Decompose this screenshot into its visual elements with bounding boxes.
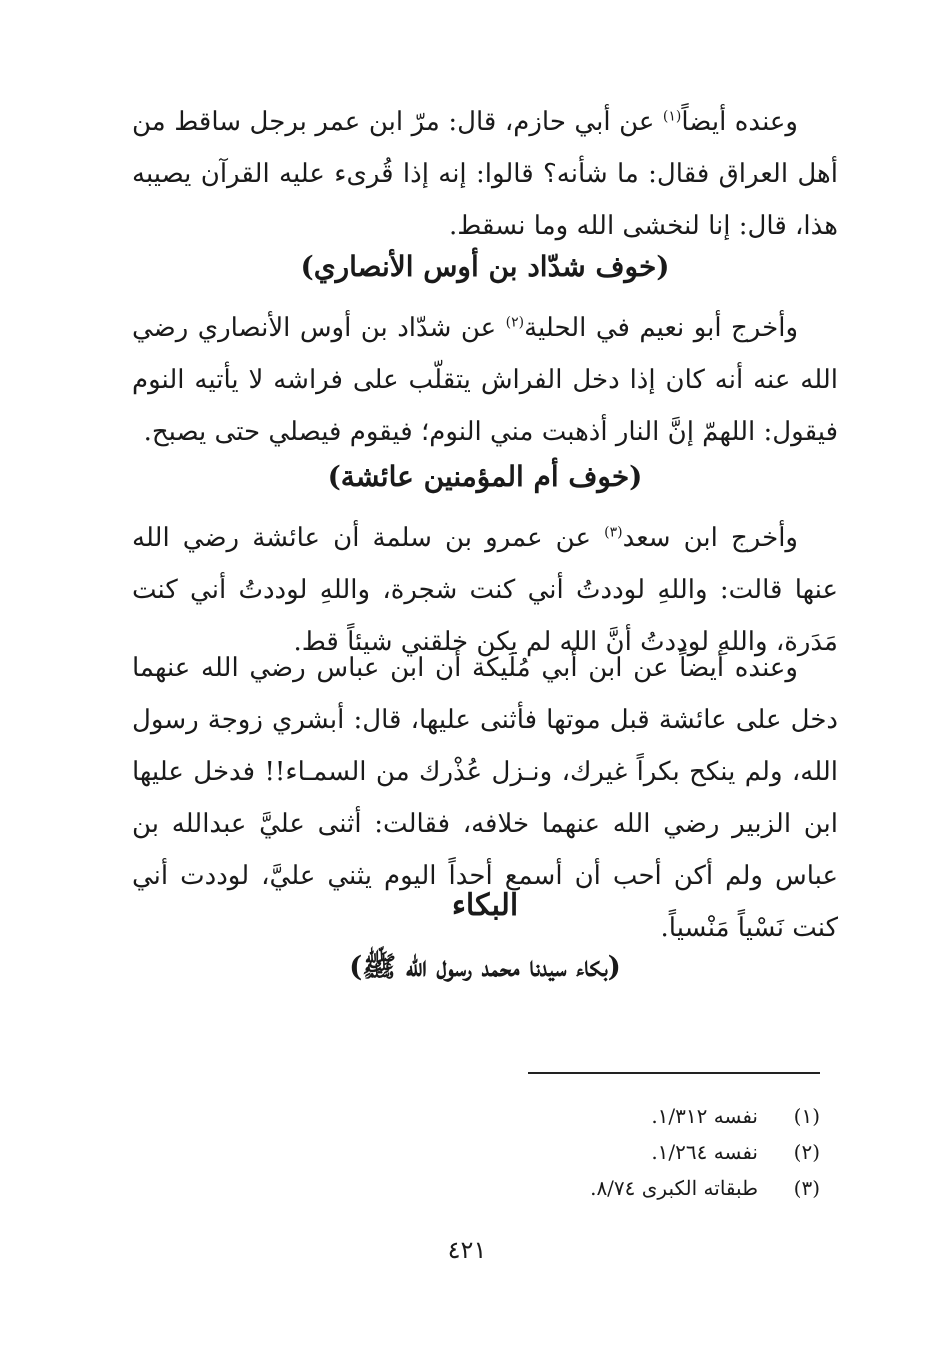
footnote-1: [320, 1098, 820, 1134]
paragraph-4: وعنده أيضاً عن ابن أبي مُلَيكة أن ابن عباس رضي الله عنهما دخل على عائشة قبل موتها فأثنى عليها، قال: أبشري زوجة رسول الله، ولم ينكح بكراً غيرك، ونـزل عُذْرك من السمـاء!! فدخل عليها ابن الزبير رضي الله عنهما خلافه، فقالت: أثنى عليَّ عبدالله بن عباس ولم أكن أحب أن أسمع أحداً اليوم يثني عليَّ، لوددت أني كنت نَسْياً مَنْسياً.: [132, 653, 838, 943]
footnote-number: (١): [793, 1104, 820, 1128]
paragraph-1-text-b: عن أبي حازم، قال: مرّ ابن عمر برجل ساقط من أهل العراق فقال: ما شأنه؟ قالوا: إنه إذا قُرىء عليه القرآن يصيبه هذا، قال: إنا لنخشى الله وما نسقط.: [132, 107, 838, 241]
footnote-text: نفسه ١/٣١٢.: [651, 1104, 758, 1128]
paragraph-2-text-a: وأخرج أبو نعيم في الحلية: [524, 313, 799, 343]
paragraph-3-text-a: وأخرج ابن سعد: [622, 523, 798, 553]
heading-weeping: البكاء: [451, 888, 519, 923]
footnote-number: (٣): [793, 1176, 820, 1200]
footnote-2: [320, 1134, 820, 1170]
footnote-number: (٢): [793, 1140, 820, 1164]
paragraph-2-text-b: عن شدّاد بن أوس الأنصاري رضي الله عنه أنه كان إذا دخل الفراش يتقلّب على فراشه لا يأتيه النوم فيقول: اللهمّ إنَّ النار أذهبت مني النوم؛ فيقوم فيصلي حتى يصبح.: [132, 313, 838, 447]
heading-prophet-weeping: (بكاء سيدنا محمد رسول الله ﷺ): [349, 950, 621, 983]
footnote-3: [320, 1170, 820, 1206]
footnote-ref-1: (١): [662, 108, 682, 125]
footnote-ref-2: (٢): [505, 314, 525, 331]
paragraph-3-text-b: عن عمرو بن سلمة أن عائشة رضي الله عنها قالت: واللهِ لوددتُ أني كنت شجرة، واللهِ لوددتُ أني كنت مَدَرة، واللهِ لوددتُ أنَّ الله لم يكن خلقني شيئاً قط.: [132, 523, 839, 657]
heading-aisha-fear: (خوف أم المؤمنين عائشة): [327, 460, 643, 493]
heading-shaddad-fear: (خوف شدّاد بن أوس الأنصاري): [300, 250, 670, 283]
footnote-separator: [528, 1072, 820, 1074]
footnote-text: طبقاته الكبرى ٨/٧٤.: [590, 1176, 758, 1200]
page-number: ٤٢١: [447, 1236, 487, 1264]
footnote-ref-3: (٣): [604, 524, 623, 541]
paragraph-1-text-a: وعنده أيضاً: [681, 107, 798, 137]
paragraph-1: [132, 96, 838, 252]
footnote-text: نفسه ١/٢٦٤.: [651, 1140, 758, 1164]
paragraph-2: [132, 302, 838, 458]
footnotes: [320, 1098, 820, 1206]
